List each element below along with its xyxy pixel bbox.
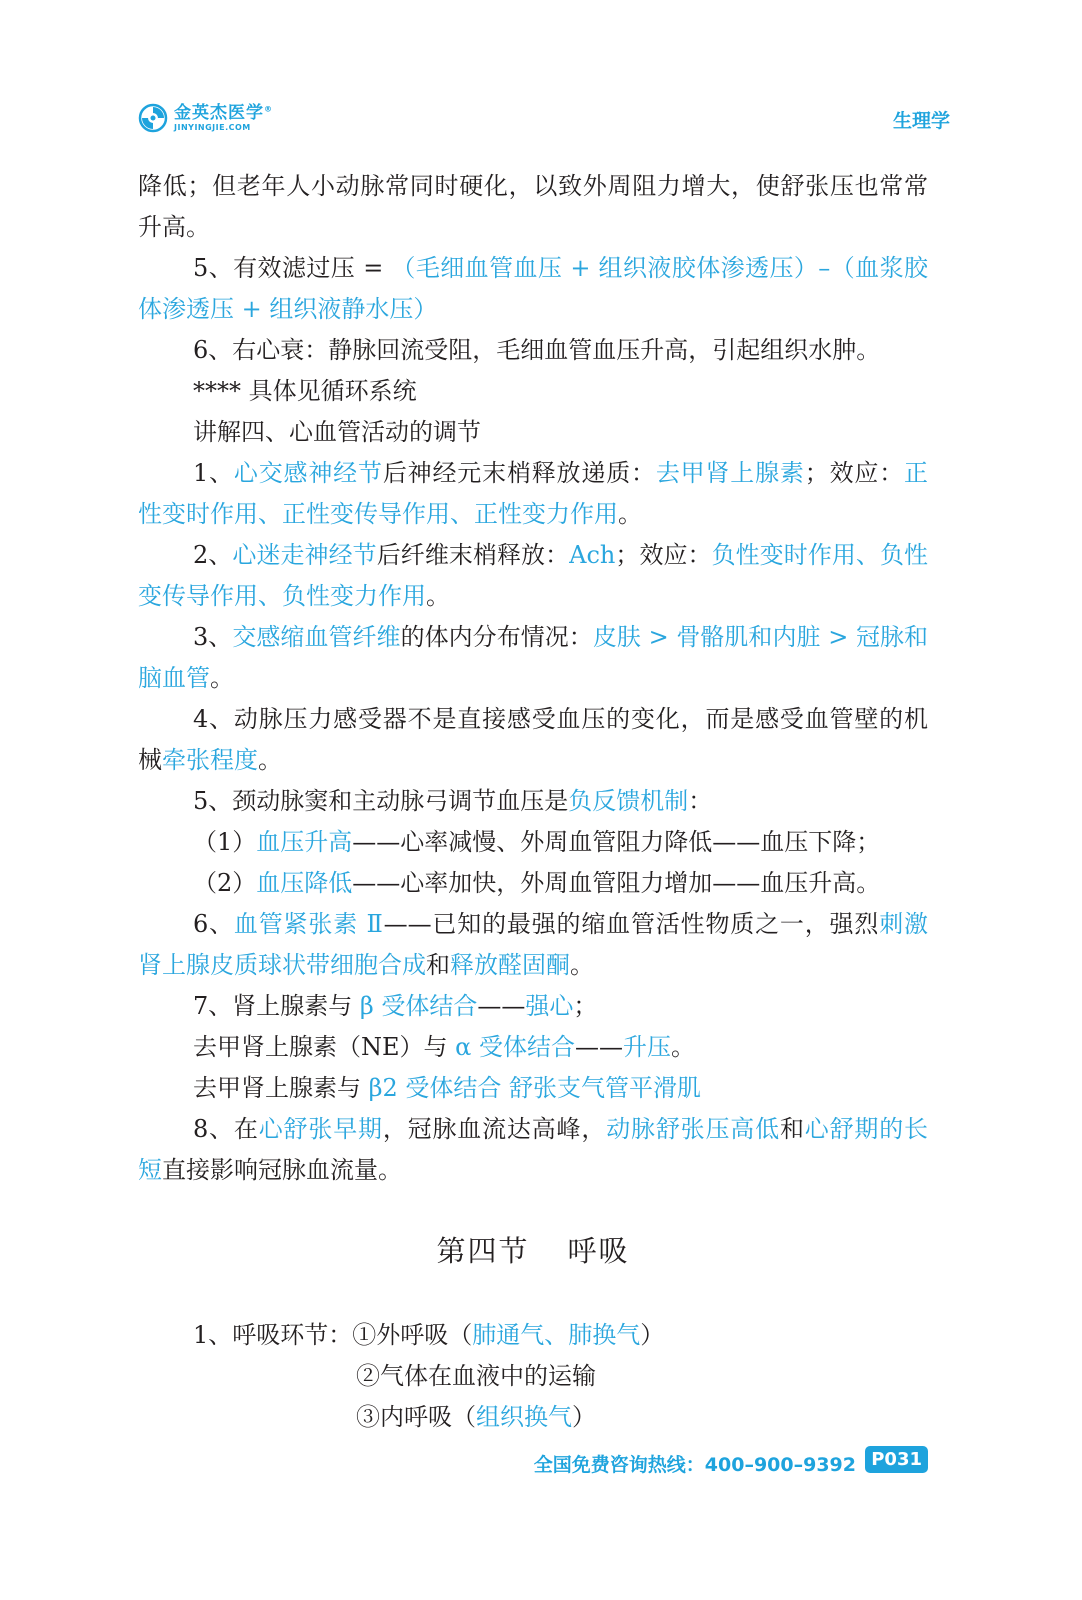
highlighted-text: 血压降低 [256, 869, 353, 897]
body-text: 。 [426, 582, 450, 610]
body-text: 。 [671, 1033, 695, 1061]
paragraph [138, 1068, 928, 1109]
body-text: 直接影响冠脉血流量。 [162, 1156, 402, 1184]
paragraph [138, 371, 928, 412]
highlighted-text: 刺激肾上腺皮质球状带细胞合成 [138, 910, 929, 979]
body-text: ②气体在血液中的运输 [356, 1362, 596, 1390]
highlighted-text: 负性变时作用、负性变传导作用、负性变力作用 [138, 541, 929, 610]
paragraph [138, 1315, 928, 1356]
body-text: 7、肾上腺素与 [193, 992, 360, 1020]
section-name: 呼吸 [567, 1234, 630, 1268]
paragraph [138, 330, 928, 371]
page-body [138, 166, 928, 1438]
highlighted-text: β2 受体结合 舒张支气管平滑肌 [368, 1074, 702, 1102]
body-text: 8、在 [193, 1115, 259, 1143]
paragraph-list [138, 166, 928, 1191]
paragraph [138, 1356, 928, 1397]
body-text: ： [688, 787, 713, 815]
highlighted-text: 交感缩血管纤维 [232, 623, 401, 651]
paragraph [138, 781, 928, 822]
body-text: （1） [193, 828, 257, 856]
body-text: 3、 [193, 623, 233, 651]
body-text: 讲解四、心血管活动的调节 [193, 418, 481, 446]
highlighted-text: 释放醛固酮 [450, 951, 570, 979]
body-text: ） [572, 1403, 596, 1431]
body-text: 。 [210, 664, 234, 692]
body-text: 。 [570, 951, 594, 979]
paragraph [138, 1397, 928, 1438]
body-text: 。 [258, 746, 282, 774]
body-text: ——心率加快，外周血管阻力增加——血压升高。 [352, 869, 881, 897]
body-text: ——心率减慢、外周血管阻力降低——血压下降； [352, 828, 881, 856]
body-text: 去甲肾上腺素（NE）与 [193, 1033, 456, 1061]
body-text: 1、呼吸环节：①外呼吸（ [193, 1321, 473, 1349]
paragraph [138, 412, 928, 453]
highlighted-text: 心舒张早期 [258, 1115, 383, 1143]
body-text: 后纤维末梢释放： [376, 541, 570, 569]
highlighted-text: 升压 [623, 1033, 671, 1061]
section-number: 第四节 [436, 1234, 530, 1268]
paragraph [138, 986, 928, 1027]
body-text: 的体内分布情况： [400, 623, 593, 651]
body-text: 6、右心衰：静脉回流受阻，毛细血管血压升高，引起组织水肿。 [193, 336, 881, 364]
body-text: ——已知的最强的缩血管活性物质之一，强烈 [383, 910, 880, 938]
body-text: 降低；但老年人小动脉常同时硬化，以致外周阻力增大，使舒张压也常常升高。 [138, 172, 928, 241]
body-text: （2） [193, 869, 257, 897]
body-text: 和 [779, 1115, 805, 1143]
body-text: ； [573, 992, 598, 1020]
body-text: 5、颈动脉窦和主动脉弓调节血压是 [193, 787, 569, 815]
body-text: **** 具体见循环系统 [193, 377, 417, 405]
highlighted-text: α 受体结合 [455, 1033, 575, 1061]
paragraph [138, 822, 928, 863]
paragraph [138, 1109, 928, 1191]
logo-registered: ® [264, 103, 273, 113]
section-heading [138, 1229, 928, 1273]
paragraph [138, 863, 928, 904]
logo-domain: JINYINGJIE.COM [174, 122, 251, 132]
body-text: ；效应： [804, 459, 905, 487]
highlighted-text: 心迷走神经节 [232, 541, 377, 569]
body-text: 6、 [193, 910, 234, 938]
highlighted-text: （毛细血管血压 + 组织液胶体渗透压）–（血浆胶体渗透压 + 组织液静水压） [138, 254, 928, 323]
body-text: ） [640, 1321, 665, 1349]
body-text: 5、有效滤过压 = [193, 254, 392, 282]
body-text: 1、 [193, 459, 234, 487]
respiration-list [138, 1315, 928, 1438]
paragraph [138, 453, 928, 535]
body-text: —— [477, 992, 526, 1020]
subject-title: 生理学 [892, 110, 950, 132]
page-header [138, 100, 950, 140]
body-text: ，冠脉血流达高峰， [382, 1115, 607, 1143]
paragraph [138, 699, 928, 781]
logo-name: 金英杰医学 [174, 102, 264, 123]
body-text: —— [575, 1033, 623, 1061]
page-number-badge: P031 [865, 1446, 928, 1473]
body-text: 4、动脉压力感受器不是直接感受血压的变化，而是感受血管壁的机械 [138, 705, 928, 774]
paragraph [138, 1027, 928, 1068]
highlighted-text: 强心 [525, 992, 574, 1020]
highlighted-text: 血管紧张素 Ⅱ [233, 910, 384, 938]
body-text: 和 [426, 951, 450, 979]
highlighted-text: 血压升高 [256, 828, 353, 856]
paragraph [138, 248, 928, 330]
highlighted-text: 去甲肾上腺素 [655, 459, 805, 487]
highlighted-text: 肺通气、肺换气 [472, 1321, 641, 1349]
highlighted-text: 心交感神经节 [233, 459, 383, 487]
highlighted-text: β 受体结合 [359, 992, 478, 1020]
highlighted-text: 心舒期的长短 [138, 1115, 929, 1184]
paragraph [138, 166, 928, 248]
paragraph [138, 535, 928, 617]
logo-swirl-icon [138, 103, 168, 133]
hotline-text: 全国免费咨询热线：400–900–9392 [533, 1454, 856, 1476]
highlighted-text: 正性变时作用、正性变传导作用、正性变力作用 [138, 459, 929, 528]
highlighted-text: 牵张程度 [162, 746, 258, 774]
body-text: 后神经元末梢释放递质： [382, 459, 656, 487]
body-text: 去甲肾上腺素与 [193, 1074, 369, 1102]
highlighted-text: Ach [569, 541, 616, 569]
body-text: 。 [618, 500, 642, 528]
page-footer [138, 1444, 928, 1480]
highlighted-text: 组织换气 [476, 1403, 572, 1431]
highlighted-text: 皮肤 > 骨骼肌和内脏 > 冠脉和脑血管 [138, 623, 929, 692]
body-text: ③内呼吸（ [356, 1403, 476, 1431]
highlighted-text: 负反馈机制 [568, 787, 689, 815]
paragraph [138, 904, 928, 986]
body-text: 2、 [193, 541, 233, 569]
body-text: ；效应： [615, 541, 712, 569]
paragraph [138, 617, 928, 699]
brand-logo [138, 100, 273, 136]
highlighted-text: 动脉舒张压高低 [606, 1115, 780, 1143]
